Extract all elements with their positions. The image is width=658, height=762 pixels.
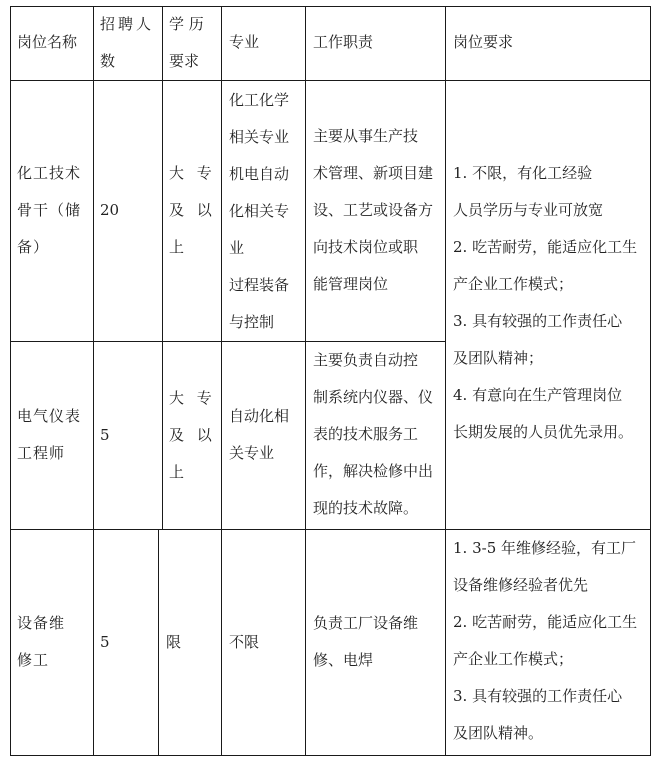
col-line-3 — [221, 6, 222, 756]
shared-requirements: 1. 不限，有化工经验 人员学历与专业可放宽 2. 吃苦耐劳，能适应化工生 产企业工作模式； 3. 具有较强的工作责任心 及团队精神； 4. 有意向在生产管理岗位 长期发展的人员优先录用。 — [453, 164, 638, 441]
row2-education: 大 专 及 以 上 — [169, 389, 216, 481]
row1-duties: 主要从事生产技 术管理、新项目建 设、工艺或设备方 向技术岗位或职 能管理岗位 — [313, 127, 434, 293]
border-bottom — [10, 755, 651, 756]
row3-requirements: 1. 3-5 年维修经验，有工厂 设备维修经验者优先 2. 吃苦耐劳，能适应化工生 产企业工作模式； 3. 具有较强的工作责任心 及团队精神。 — [453, 539, 638, 742]
header-position: 岗位名称 — [17, 33, 78, 51]
border-left — [10, 6, 11, 756]
border-right — [650, 6, 651, 756]
row1-count: 20 — [100, 201, 120, 219]
header-duties: 工作职责 — [313, 33, 374, 51]
row3-position: 设备维 修工 — [17, 614, 66, 669]
row1-position: 化工技术 骨干（储 备） — [17, 164, 82, 256]
col-line-5 — [445, 6, 446, 756]
header-bottom-line — [10, 80, 651, 81]
row3-count: 5 — [100, 633, 110, 651]
col-line-1 — [93, 6, 94, 756]
row3-education: 限 — [166, 633, 182, 651]
row3-duties: 负责工厂设备维 修、电焊 — [313, 614, 419, 669]
row2-position: 电气仪表 工程师 — [17, 407, 82, 462]
header-education: 学 历 要求 — [169, 15, 204, 70]
col-line-2a — [162, 6, 163, 530]
header-requirements: 岗位要求 — [453, 33, 514, 51]
col-line-2b — [158, 529, 159, 756]
row2-count: 5 — [100, 426, 110, 444]
row1-major: 化工化学 相关专业 机电自动 化相关专 业 过程装备 与控制 — [229, 91, 290, 331]
row2-major: 自动化相 关专业 — [229, 407, 290, 462]
row3-major: 不限 — [229, 633, 260, 651]
header-major: 专业 — [229, 33, 260, 51]
row2-duties: 主要负责自动控 制系统内仪器、仪 表的技术服务工 作，解决检修中出 现的技术故障。 — [313, 351, 434, 517]
header-count: 招聘人 数 — [100, 15, 155, 70]
row1-education: 大 专 及 以 上 — [169, 164, 216, 256]
col-line-4 — [305, 6, 306, 756]
